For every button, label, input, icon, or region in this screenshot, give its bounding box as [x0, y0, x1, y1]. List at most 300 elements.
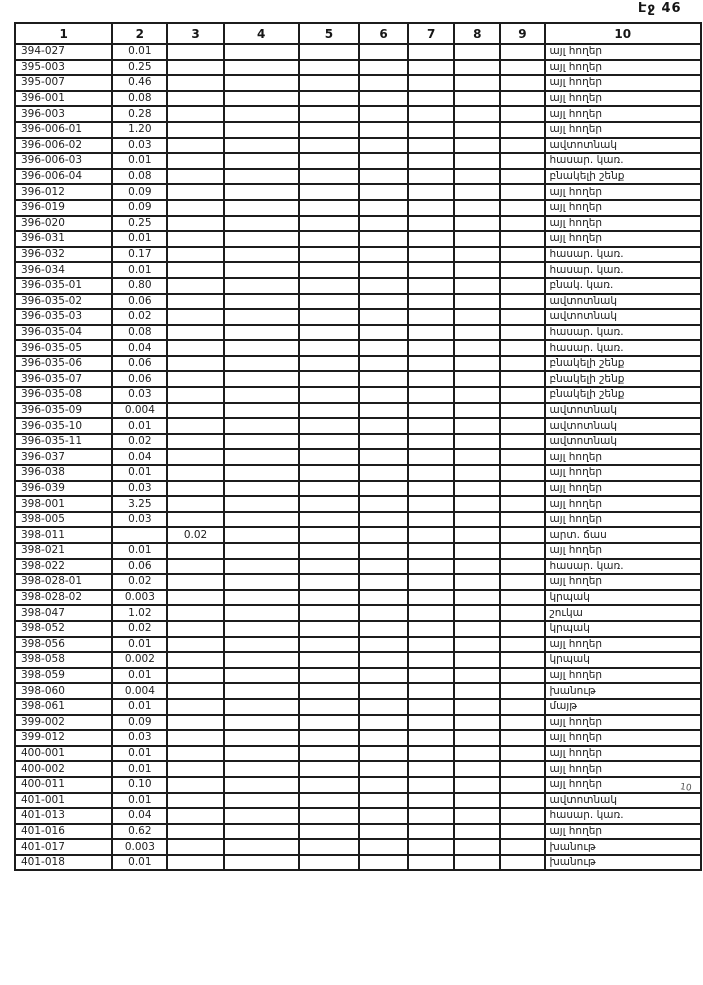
empty-cell — [500, 777, 544, 793]
empty-cell — [454, 839, 500, 855]
empty-cell — [500, 465, 544, 481]
column-header-3: 3 — [167, 23, 223, 44]
empty-cell — [500, 418, 544, 434]
empty-cell — [359, 527, 408, 543]
empty-cell — [299, 200, 359, 216]
table-row — [15, 216, 701, 232]
empty-cell — [299, 418, 359, 434]
empty-cell — [359, 449, 408, 465]
col3-value-cell — [167, 824, 223, 840]
empty-cell — [500, 387, 544, 403]
empty-cell — [408, 91, 454, 107]
land-use-cell: այլ հողեր — [545, 184, 702, 200]
empty-cell — [359, 309, 408, 325]
area-value-cell: 0.09 — [112, 200, 167, 216]
area-value-cell: 0.17 — [112, 247, 167, 263]
parcel-code-cell: 398-058 — [15, 652, 112, 668]
table-row — [15, 761, 701, 777]
empty-cell — [500, 231, 544, 247]
area-value-cell: 0.08 — [112, 91, 167, 107]
empty-cell — [408, 605, 454, 621]
empty-cell — [454, 138, 500, 154]
table-row — [15, 793, 701, 809]
land-use-cell: շուկա — [545, 605, 702, 621]
parcel-code-cell: 396-035-11 — [15, 434, 112, 450]
empty-cell — [299, 715, 359, 731]
land-use-cell: արտ. ճաս — [545, 527, 702, 543]
empty-cell — [500, 247, 544, 263]
empty-cell — [224, 91, 299, 107]
empty-cell — [299, 278, 359, 294]
table-row — [15, 325, 701, 341]
empty-cell — [359, 247, 408, 263]
table-row — [15, 559, 701, 575]
empty-cell — [408, 761, 454, 777]
empty-cell — [224, 325, 299, 341]
land-use-cell: այլ հողեր — [545, 637, 702, 653]
empty-cell — [224, 340, 299, 356]
col3-value-cell — [167, 559, 223, 575]
parcel-code-cell: 396-006-04 — [15, 169, 112, 185]
empty-cell — [224, 715, 299, 731]
table-row — [15, 356, 701, 372]
empty-cell — [299, 138, 359, 154]
parcel-code-cell: 395-003 — [15, 60, 112, 76]
parcel-code-cell: 401-018 — [15, 855, 112, 871]
land-use-cell: այլ հողեր — [545, 200, 702, 216]
parcel-code-cell: 396-006-02 — [15, 138, 112, 154]
area-value-cell: 0.004 — [112, 403, 167, 419]
table-row — [15, 153, 701, 169]
area-value-cell: 3.25 — [112, 496, 167, 512]
empty-cell — [500, 527, 544, 543]
empty-cell — [299, 91, 359, 107]
col3-value-cell — [167, 169, 223, 185]
empty-cell — [500, 153, 544, 169]
empty-cell — [454, 403, 500, 419]
empty-cell — [359, 216, 408, 232]
parcel-code-cell: 396-037 — [15, 449, 112, 465]
empty-cell — [224, 216, 299, 232]
empty-cell — [500, 839, 544, 855]
empty-cell — [299, 559, 359, 575]
empty-cell — [359, 793, 408, 809]
empty-cell — [408, 715, 454, 731]
area-value-cell: 0.62 — [112, 824, 167, 840]
table-row — [15, 496, 701, 512]
empty-cell — [408, 247, 454, 263]
land-use-cell: հասար. կառ. — [545, 559, 702, 575]
empty-cell — [408, 621, 454, 637]
empty-cell — [408, 730, 454, 746]
empty-cell — [299, 590, 359, 606]
col3-value-cell — [167, 387, 223, 403]
land-use-cell: կրպակ — [545, 652, 702, 668]
empty-cell — [359, 169, 408, 185]
empty-cell — [500, 91, 544, 107]
empty-cell — [224, 839, 299, 855]
land-use-cell: խանութ — [545, 839, 702, 855]
col3-value-cell — [167, 637, 223, 653]
empty-cell — [408, 169, 454, 185]
empty-cell — [408, 808, 454, 824]
empty-cell — [224, 777, 299, 793]
empty-cell — [359, 605, 408, 621]
empty-cell — [299, 449, 359, 465]
land-use-cell: այլ հողեր — [545, 44, 702, 60]
col3-value-cell — [167, 216, 223, 232]
empty-cell — [359, 668, 408, 684]
empty-cell — [500, 169, 544, 185]
area-value-cell: 0.01 — [112, 543, 167, 559]
table-row — [15, 75, 701, 91]
table-row — [15, 527, 701, 543]
empty-cell — [299, 262, 359, 278]
parcel-code-cell: 399-012 — [15, 730, 112, 746]
table-row — [15, 138, 701, 154]
parcel-code-cell: 400-001 — [15, 746, 112, 762]
parcel-code-cell: 395-007 — [15, 75, 112, 91]
empty-cell — [359, 138, 408, 154]
empty-cell — [359, 574, 408, 590]
col3-value-cell — [167, 793, 223, 809]
area-value-cell: 0.01 — [112, 44, 167, 60]
empty-cell — [408, 278, 454, 294]
empty-cell — [454, 122, 500, 138]
col3-value-cell — [167, 153, 223, 169]
empty-cell — [359, 652, 408, 668]
empty-cell — [500, 496, 544, 512]
area-value-cell: 0.004 — [112, 683, 167, 699]
table-row — [15, 746, 701, 762]
empty-cell — [408, 496, 454, 512]
empty-cell — [359, 403, 408, 419]
land-use-cell: հասար. կառ. — [545, 247, 702, 263]
parcel-code-cell: 396-035-06 — [15, 356, 112, 372]
empty-cell — [454, 730, 500, 746]
land-use-cell: այլ հողեր — [545, 715, 702, 731]
empty-cell — [224, 449, 299, 465]
table-row — [15, 449, 701, 465]
parcel-code-cell: 401-001 — [15, 793, 112, 809]
table-row — [15, 371, 701, 387]
table-row — [15, 637, 701, 653]
empty-cell — [299, 153, 359, 169]
empty-cell — [408, 449, 454, 465]
empty-cell — [299, 371, 359, 387]
land-use-cell: այլ հողեր — [545, 496, 702, 512]
empty-cell — [408, 434, 454, 450]
col3-value-cell — [167, 262, 223, 278]
empty-cell — [454, 559, 500, 575]
land-use-cell: բնակելի շենք — [545, 169, 702, 185]
empty-cell — [224, 403, 299, 419]
land-use-cell: այլ հողեր — [545, 512, 702, 528]
land-use-cell: այլ հողեր — [545, 668, 702, 684]
empty-cell — [454, 621, 500, 637]
empty-cell — [408, 44, 454, 60]
empty-cell — [408, 574, 454, 590]
empty-cell — [454, 247, 500, 263]
empty-cell — [299, 496, 359, 512]
parcel-code-cell: 398-028-01 — [15, 574, 112, 590]
area-value-cell: 0.01 — [112, 793, 167, 809]
empty-cell — [359, 387, 408, 403]
parcel-code-cell: 396-035-10 — [15, 418, 112, 434]
empty-cell — [359, 91, 408, 107]
area-value-cell: 0.01 — [112, 699, 167, 715]
area-value-cell: 0.46 — [112, 75, 167, 91]
col3-value-cell — [167, 340, 223, 356]
parcel-code-cell: 400-011 — [15, 777, 112, 793]
empty-cell — [359, 340, 408, 356]
empty-cell — [454, 465, 500, 481]
parcel-code-cell: 398-028-02 — [15, 590, 112, 606]
empty-cell — [359, 761, 408, 777]
empty-cell — [224, 543, 299, 559]
empty-cell — [359, 231, 408, 247]
empty-cell — [500, 590, 544, 606]
table-row — [15, 652, 701, 668]
empty-cell — [408, 839, 454, 855]
empty-cell — [224, 855, 299, 871]
empty-cell — [299, 75, 359, 91]
table-row — [15, 683, 701, 699]
empty-cell — [454, 44, 500, 60]
empty-cell — [359, 60, 408, 76]
land-use-cell: այլ հողեր — [545, 60, 702, 76]
parcel-code-cell: 396-035-01 — [15, 278, 112, 294]
empty-cell — [299, 777, 359, 793]
empty-cell — [500, 855, 544, 871]
empty-cell — [500, 60, 544, 76]
area-value-cell: 0.02 — [112, 434, 167, 450]
empty-cell — [224, 683, 299, 699]
empty-cell — [224, 356, 299, 372]
col3-value-cell — [167, 403, 223, 419]
empty-cell — [454, 418, 500, 434]
parcel-code-cell: 396-039 — [15, 481, 112, 497]
empty-cell — [359, 184, 408, 200]
empty-cell — [408, 824, 454, 840]
col3-value-cell — [167, 356, 223, 372]
empty-cell — [500, 715, 544, 731]
col3-value-cell — [167, 777, 223, 793]
empty-cell — [500, 138, 544, 154]
col3-value-cell — [167, 465, 223, 481]
empty-cell — [500, 699, 544, 715]
col3-value-cell — [167, 715, 223, 731]
empty-cell — [299, 465, 359, 481]
parcel-code-cell: 398-021 — [15, 543, 112, 559]
empty-cell — [224, 746, 299, 762]
empty-cell — [299, 730, 359, 746]
area-value-cell: 0.01 — [112, 231, 167, 247]
empty-cell — [299, 527, 359, 543]
empty-cell — [500, 793, 544, 809]
empty-cell — [408, 216, 454, 232]
empty-cell — [500, 356, 544, 372]
land-use-cell: ավտոտնակ — [545, 138, 702, 154]
col3-value-cell — [167, 481, 223, 497]
area-value-cell: 0.25 — [112, 216, 167, 232]
empty-cell — [454, 75, 500, 91]
parcel-code-cell: 398-052 — [15, 621, 112, 637]
land-use-cell: այլ հողեր — [545, 465, 702, 481]
table-header-row — [15, 23, 701, 44]
empty-cell — [408, 465, 454, 481]
empty-cell — [299, 512, 359, 528]
land-use-cell: այլ հողեր — [545, 543, 702, 559]
empty-cell — [500, 559, 544, 575]
empty-cell — [299, 824, 359, 840]
table-row — [15, 231, 701, 247]
empty-cell — [224, 465, 299, 481]
empty-cell — [408, 356, 454, 372]
empty-cell — [224, 496, 299, 512]
parcel-code-cell: 396-035-05 — [15, 340, 112, 356]
col3-value-cell — [167, 371, 223, 387]
col3-value-cell — [167, 668, 223, 684]
empty-cell — [454, 652, 500, 668]
table-row — [15, 418, 701, 434]
area-value-cell: 0.03 — [112, 730, 167, 746]
parcel-code-cell: 396-012 — [15, 184, 112, 200]
empty-cell — [454, 184, 500, 200]
table-row — [15, 44, 701, 60]
parcel-code-cell: 401-013 — [15, 808, 112, 824]
cadastre-table — [14, 22, 702, 871]
empty-cell — [408, 153, 454, 169]
col3-value-cell — [167, 855, 223, 871]
land-use-cell: բնակելի շենք — [545, 356, 702, 372]
empty-cell — [359, 559, 408, 575]
area-value-cell: 0.06 — [112, 356, 167, 372]
land-use-cell: այլ հողեր — [545, 231, 702, 247]
land-use-cell: հասար. կառ. — [545, 808, 702, 824]
empty-cell — [224, 793, 299, 809]
empty-cell — [408, 855, 454, 871]
empty-cell — [224, 652, 299, 668]
parcel-code-cell: 398-056 — [15, 637, 112, 653]
table-row — [15, 465, 701, 481]
empty-cell — [224, 418, 299, 434]
empty-cell — [359, 699, 408, 715]
land-use-cell: այլ հողեր — [545, 122, 702, 138]
area-value-cell: 0.03 — [112, 138, 167, 154]
column-header-6: 6 — [359, 23, 408, 44]
empty-cell — [299, 44, 359, 60]
empty-cell — [500, 262, 544, 278]
empty-cell — [299, 808, 359, 824]
empty-cell — [500, 574, 544, 590]
col3-value-cell — [167, 60, 223, 76]
empty-cell — [299, 761, 359, 777]
empty-cell — [408, 418, 454, 434]
empty-cell — [299, 637, 359, 653]
empty-cell — [299, 325, 359, 341]
empty-cell — [359, 294, 408, 310]
column-header-7: 7 — [408, 23, 454, 44]
area-value-cell: 0.04 — [112, 340, 167, 356]
empty-cell — [299, 169, 359, 185]
empty-cell — [359, 746, 408, 762]
land-use-cell: այլ հողեր — [545, 75, 702, 91]
empty-cell — [299, 683, 359, 699]
land-use-cell: ավտոտնակ — [545, 309, 702, 325]
empty-cell — [500, 621, 544, 637]
col3-value-cell — [167, 808, 223, 824]
empty-cell — [408, 122, 454, 138]
empty-cell — [359, 637, 408, 653]
empty-cell — [454, 325, 500, 341]
empty-cell — [454, 262, 500, 278]
empty-cell — [454, 605, 500, 621]
empty-cell — [359, 371, 408, 387]
empty-cell — [224, 559, 299, 575]
empty-cell — [359, 262, 408, 278]
empty-cell — [500, 278, 544, 294]
empty-cell — [224, 387, 299, 403]
empty-cell — [454, 699, 500, 715]
handwritten-margin-note: 10 — [679, 782, 693, 794]
land-use-cell: այլ հողեր — [545, 481, 702, 497]
empty-cell — [408, 559, 454, 575]
parcel-code-cell: 396-020 — [15, 216, 112, 232]
empty-cell — [359, 153, 408, 169]
empty-cell — [500, 543, 544, 559]
empty-cell — [454, 777, 500, 793]
empty-cell — [359, 621, 408, 637]
empty-cell — [500, 652, 544, 668]
table-row — [15, 434, 701, 450]
col3-value-cell — [167, 496, 223, 512]
column-header-8: 8 — [454, 23, 500, 44]
empty-cell — [224, 60, 299, 76]
area-value-cell: 0.08 — [112, 325, 167, 341]
parcel-code-cell: 396-035-07 — [15, 371, 112, 387]
empty-cell — [454, 356, 500, 372]
empty-cell — [408, 184, 454, 200]
column-header-10: 10 — [545, 23, 702, 44]
col3-value-cell — [167, 91, 223, 107]
empty-cell — [454, 106, 500, 122]
empty-cell — [454, 387, 500, 403]
parcel-code-cell: 398-047 — [15, 605, 112, 621]
empty-cell — [500, 75, 544, 91]
empty-cell — [454, 715, 500, 731]
parcel-code-cell: 398-059 — [15, 668, 112, 684]
empty-cell — [454, 449, 500, 465]
empty-cell — [408, 262, 454, 278]
empty-cell — [299, 403, 359, 419]
empty-cell — [500, 106, 544, 122]
col3-value-cell — [167, 449, 223, 465]
parcel-code-cell: 396-006-01 — [15, 122, 112, 138]
empty-cell — [408, 512, 454, 528]
empty-cell — [299, 184, 359, 200]
table-row — [15, 184, 701, 200]
parcel-code-cell: 396-001 — [15, 91, 112, 107]
parcel-code-cell: 396-034 — [15, 262, 112, 278]
empty-cell — [224, 668, 299, 684]
empty-cell — [299, 746, 359, 762]
land-use-cell: ավտոտնակ — [545, 434, 702, 450]
land-use-cell: այլ հողեր — [545, 761, 702, 777]
land-use-cell: ավտոտնակ — [545, 403, 702, 419]
parcel-code-cell: 396-035-08 — [15, 387, 112, 403]
empty-cell — [224, 434, 299, 450]
